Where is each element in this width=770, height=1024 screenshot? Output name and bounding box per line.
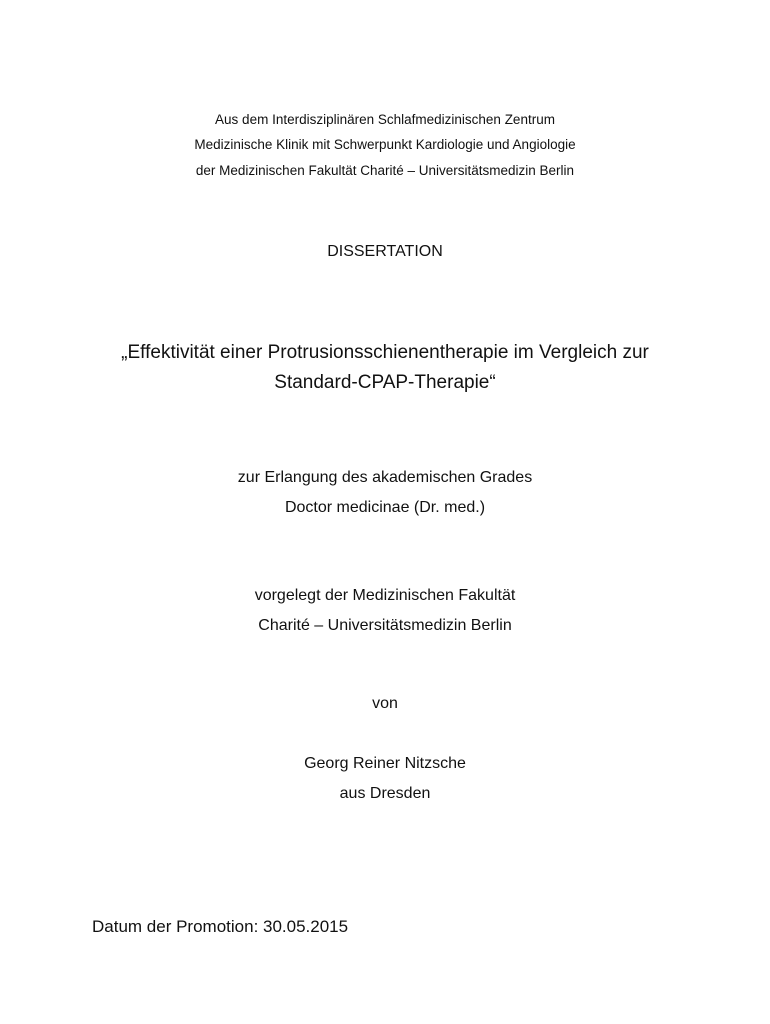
promotion-date: Datum der Promotion: 30.05.2015	[92, 917, 349, 936]
submitted-line-1: vorgelegt der Medizinischen Fakultät	[254, 587, 516, 604]
title-line-1: „Effektivität einer Protrusionsschienentherapie im Vergleich zur	[121, 342, 649, 363]
submitted-line-2: Charité – Universitätsmedizin Berlin	[258, 617, 512, 634]
author-von: von	[372, 695, 398, 712]
institution-line-3: der Medizinischen Fakultät Charité – Universitätsmedizin Berlin	[195, 163, 575, 178]
institution-line-2: Medizinische Klinik mit Schwerpunkt Kardiologie und Angiologie	[194, 137, 576, 152]
author-origin: aus Dresden	[339, 785, 431, 802]
document-type: DISSERTATION	[327, 243, 443, 260]
degree-line-2: Doctor medicinae (Dr. med.)	[284, 499, 486, 516]
title-line-2: Standard-CPAP-Therapie“	[274, 372, 496, 393]
degree-line-1: zur Erlangung des akademischen Grades	[237, 469, 533, 486]
author-name: Georg Reiner Nitzsche	[304, 755, 466, 772]
institution-line-1: Aus dem Interdisziplinären Schlafmedizinischen Zentrum	[215, 112, 555, 127]
